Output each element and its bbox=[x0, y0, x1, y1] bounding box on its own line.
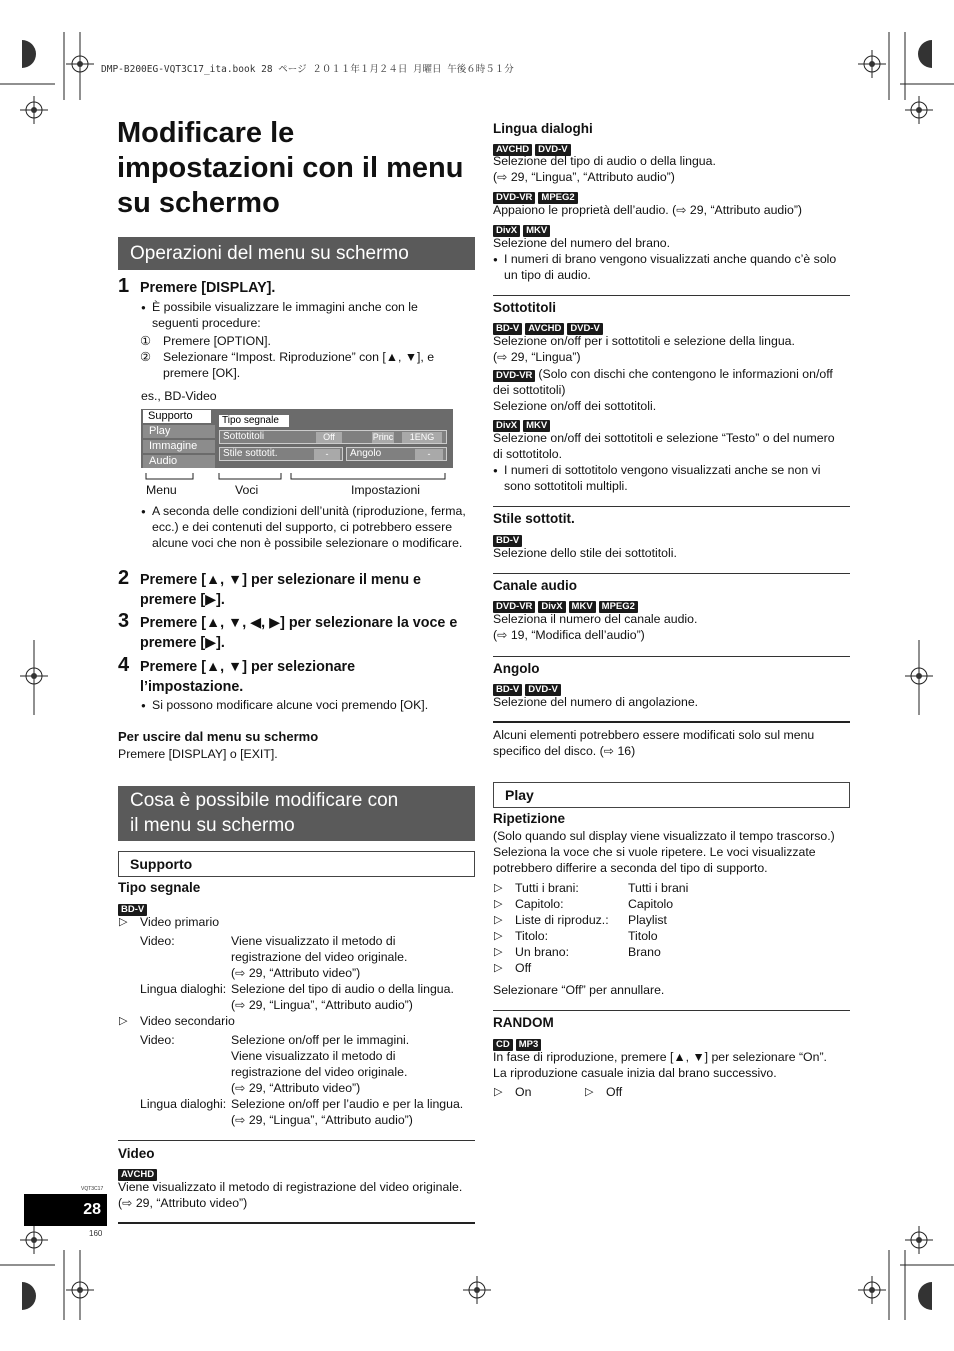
rip-item-val: Tutti i brani bbox=[628, 881, 689, 895]
sott-t1: Selezione on/off per i sottotitoli e selezione della lingua. bbox=[493, 334, 795, 348]
divider bbox=[493, 1010, 850, 1011]
badge: MKV bbox=[523, 420, 550, 432]
lingua-t4: Selezione del numero del brano. bbox=[493, 236, 671, 250]
divider bbox=[493, 506, 850, 507]
osd-row1-v2: Princ bbox=[372, 432, 394, 442]
tri-icon: ▷ bbox=[494, 962, 503, 974]
angolo-title: Angolo bbox=[493, 661, 540, 676]
sott-t2: (⇨ 29, “Lingua”) bbox=[493, 350, 581, 364]
random-on: On bbox=[515, 1085, 532, 1099]
divider bbox=[118, 1222, 475, 1224]
exit-text: Premere [DISPLAY] o [EXIT]. bbox=[118, 747, 278, 761]
caption-voci: Voci bbox=[235, 483, 259, 497]
rip-item-val: Titolo bbox=[628, 929, 658, 943]
osd-row2-label2: Angolo bbox=[350, 448, 382, 459]
lingua-t3: Appaiono le proprietà dell’audio. (⇨ 29, “Attributo audio”) bbox=[493, 203, 803, 217]
footer-num: 160 bbox=[89, 1229, 103, 1238]
vs-lingua-v2: (⇨ 29, “Lingua”, “Attributo audio”) bbox=[231, 1113, 413, 1127]
divider bbox=[493, 573, 850, 574]
vs-video-key: Video: bbox=[140, 1033, 175, 1047]
rip-item-key: Tutti i brani: bbox=[515, 881, 579, 895]
tri-icon: ▷ bbox=[494, 914, 503, 926]
step-1-bullet: ● È possibile visualizzare le immagini anche con le seguenti procedure: bbox=[152, 299, 452, 331]
vs-video-v3: registrazione del video originale. bbox=[231, 1065, 408, 1079]
random-title: RANDOM bbox=[493, 1015, 554, 1030]
sott-t5: Selezione on/off dei sottotitoli. bbox=[493, 399, 657, 413]
step-4-text: Premere [▲, ▼] per selezionare l’impostazione. bbox=[140, 659, 356, 695]
vs-video-v4: (⇨ 29, “Attributo video”) bbox=[231, 1081, 361, 1095]
step-2-text: Premere [▲, ▼] per selezionare il menu e premere [▶]. bbox=[140, 572, 421, 608]
osd-row2-label: Stile sottotit. bbox=[223, 448, 278, 459]
divider bbox=[493, 295, 850, 296]
video-text1: Viene visualizzato il metodo di registrazione del video originale. bbox=[118, 1180, 463, 1194]
badge: AVCHD bbox=[118, 1169, 157, 1181]
step-number-2: 2 bbox=[118, 567, 130, 589]
vs-video-v1: Selezione on/off per le immagini. bbox=[231, 1033, 410, 1047]
title-line-2: impostazioni con il menu bbox=[117, 152, 464, 184]
vp-video-v1: Viene visualizzato il metodo di bbox=[231, 934, 396, 948]
tri-icon: ▷ bbox=[585, 1086, 594, 1098]
rip-item-val: Playlist bbox=[628, 913, 667, 927]
badge: MKV bbox=[523, 225, 550, 237]
title-line-3: su schermo bbox=[117, 187, 280, 219]
subsection-supporto: Supporto bbox=[118, 851, 475, 877]
osd-row-stile bbox=[219, 447, 343, 461]
video-primario: Video primario bbox=[140, 915, 220, 929]
sott-t3: (Solo con dischi che contengono le informazioni on/off bbox=[538, 367, 833, 381]
ripetizione-title: Ripetizione bbox=[493, 811, 566, 826]
rip-item-val: Capitolo bbox=[628, 897, 674, 911]
sott-t4: dei sottotitoli) bbox=[493, 383, 566, 397]
rip-item-key: Titolo: bbox=[515, 929, 549, 943]
badge: DVD-V bbox=[567, 323, 603, 335]
sottotitoli-title: Sottotitoli bbox=[493, 300, 556, 315]
divider bbox=[493, 721, 850, 723]
rip-item-key: Off bbox=[515, 961, 532, 975]
footer-code: VQT3C17 bbox=[81, 1186, 104, 1192]
badge: BD-V bbox=[118, 904, 147, 916]
badge: BD-V bbox=[493, 323, 522, 335]
angolo-t: Selezione del numero di angolazione. bbox=[493, 695, 699, 709]
osd-row-angolo bbox=[346, 447, 447, 461]
section-header-operazioni: Operazioni del menu su schermo bbox=[118, 237, 475, 270]
badge: DVD-VR bbox=[493, 370, 535, 382]
vs-video-v2: Viene visualizzato il metodo di bbox=[231, 1049, 396, 1063]
lingua-dialoghi-title: Lingua dialoghi bbox=[493, 121, 593, 136]
vs-lingua-key: Lingua dialoghi: bbox=[140, 1097, 227, 1111]
tri-icon: ▷ bbox=[494, 1086, 503, 1098]
video-secondario: Video secondario bbox=[140, 1014, 235, 1028]
badge: MPEG2 bbox=[599, 601, 638, 613]
badge: AVCHD bbox=[525, 323, 564, 335]
stile-t: Selezione dello stile dei sottotitoli. bbox=[493, 546, 677, 560]
vp-video-v3: (⇨ 29, “Attributo video”) bbox=[231, 966, 361, 980]
tri-icon: ▷ bbox=[119, 1015, 128, 1027]
sott-t6: Selezione on/off dei sottotitoli e selezione “Testo” o del numero bbox=[493, 431, 835, 445]
exit-title: Per uscire dal menu su schermo bbox=[118, 729, 319, 744]
caption-menu: Menu bbox=[146, 483, 177, 497]
lingua-bul2: un tipo di audio. bbox=[504, 268, 591, 282]
badge: CD bbox=[493, 1039, 513, 1051]
file-header: DMP-B200EG-VQT3C17_ita.book 28 ページ ２０１１年１月２４日 月曜日 午後６時５１分 bbox=[101, 64, 514, 75]
tri-icon: ▷ bbox=[494, 930, 503, 942]
osd-menu-immagine: Immagine bbox=[143, 440, 215, 453]
step-1-sub2: Selezionare “Impost. Riproduzione” con [▲, ▼], e premere [OK]. bbox=[163, 350, 435, 380]
divider bbox=[493, 656, 850, 657]
step-1-sub1: Premere [OPTION]. bbox=[163, 334, 271, 348]
tri-icon: ▷ bbox=[494, 882, 503, 894]
sec2-title-line1: Cosa è possibile modificare con bbox=[130, 790, 399, 811]
badge: BD-V bbox=[493, 535, 522, 547]
step-number-4: 4 bbox=[118, 654, 130, 676]
subsection-play: Play bbox=[493, 782, 850, 808]
divider bbox=[118, 1140, 475, 1141]
canale-t1: Seleziona il numero del canale audio. bbox=[493, 612, 698, 626]
rip-item-key: Capitolo: bbox=[515, 897, 564, 911]
lingua-bul1: ● I numeri di brano vengono visualizzati anche quando c’è solo bbox=[504, 251, 836, 267]
note-1: Alcuni elementi potrebbero essere modificati solo sul menu bbox=[493, 728, 815, 742]
step-4-bullet: ● Si possono modificare alcune voci premendo [OK]. bbox=[152, 697, 428, 713]
vp-video-key: Video: bbox=[140, 934, 175, 948]
canale-title: Canale audio bbox=[493, 578, 578, 593]
osd-menu-audio: Audio bbox=[143, 455, 215, 468]
badge: MKV bbox=[569, 601, 596, 613]
rip-t2: Seleziona la voce che si vuole ripetere. Le voci visualizzate bbox=[493, 845, 816, 859]
random-t1: In fase di riproduzione, premere [▲, ▼] per selezionare “On”. bbox=[493, 1050, 827, 1064]
step-3-text: Premere [▲, ▼, ◀, ▶] per selezionare la voce e premere [▶]. bbox=[140, 615, 458, 651]
vp-lingua-key: Lingua dialoghi: bbox=[140, 982, 227, 996]
badge: MP3 bbox=[516, 1039, 542, 1051]
example-label: es., BD-Video bbox=[141, 389, 217, 403]
tri-icon: ▷ bbox=[119, 916, 128, 928]
sott-line3 bbox=[493, 366, 833, 382]
osd-row2-v1: - bbox=[314, 449, 340, 460]
tri-icon: ▷ bbox=[494, 898, 503, 910]
step-number-1: 1 bbox=[118, 275, 130, 297]
rip-item-val: Brano bbox=[628, 945, 661, 959]
osd-row-sottotitoli bbox=[219, 430, 447, 444]
rip-t3: potrebbero differire a seconda del tipo di supporto. bbox=[493, 861, 768, 875]
tri-icon: ▷ bbox=[494, 946, 503, 958]
badge: DivX bbox=[538, 601, 565, 613]
osd-row1-v3: 1ENG bbox=[402, 432, 442, 443]
osd-row2-v2: - bbox=[415, 449, 443, 460]
section-header-cosa bbox=[118, 786, 475, 841]
sott-t7: di sottotitolo. bbox=[493, 447, 563, 461]
osd-row1-v1: Off bbox=[316, 432, 342, 443]
lingua-t2: (⇨ 29, “Lingua”, “Attributo audio”) bbox=[493, 170, 675, 184]
random-t2: La riproduzione casuale inizia dal brano successivo. bbox=[493, 1066, 777, 1080]
vp-lingua-v1: Selezione del tipo di audio o della lingua. bbox=[231, 982, 454, 996]
vs-lingua-v1: Selezione on/off per l’audio e per la lingua. bbox=[231, 1097, 464, 1111]
osd-row1-label: Sottotitoli bbox=[223, 431, 265, 442]
rip-item-key: Un brano: bbox=[515, 945, 570, 959]
canale-t2: (⇨ 19, “Modifica dell’audio”) bbox=[493, 628, 645, 642]
rip-end: Selezionare “Off” per annullare. bbox=[493, 983, 665, 997]
badge: DivX bbox=[493, 420, 520, 432]
badge: DivX bbox=[493, 225, 520, 237]
note-bullet-condizioni: ● A seconda delle condizioni dell’unità (riproduzione, ferma, ecc.) e dei contenuti del supporto, ci potrebbero essere alcune voci che non è possibile selezionare o modificare. bbox=[152, 503, 470, 551]
rip-t1: (Solo quando sul display viene visualizzato il tempo trascorso.) bbox=[493, 829, 835, 843]
badge: BD-V bbox=[493, 684, 522, 696]
rip-item-key: Liste di riproduz.: bbox=[515, 913, 609, 927]
vp-lingua-v2: (⇨ 29, “Lingua”, “Attributo audio”) bbox=[231, 998, 413, 1012]
tipo-segnale-title: Tipo segnale bbox=[118, 880, 201, 895]
step-number-3: 3 bbox=[118, 610, 130, 632]
step-1-sub1-num: ① bbox=[140, 334, 152, 348]
step-1-text: Premere [DISPLAY]. bbox=[140, 280, 276, 296]
title-line-1: Modificare le bbox=[117, 117, 295, 149]
osd-illustration bbox=[141, 409, 453, 468]
osd-menu-play: Play bbox=[143, 425, 215, 438]
video-title: Video bbox=[118, 1146, 155, 1161]
osd-tab-tipo-segnale: Tipo segnale bbox=[219, 415, 289, 427]
badge: AVCHD bbox=[493, 144, 532, 156]
badge: DVD-VR bbox=[493, 601, 535, 613]
vp-video-v2: registrazione del video originale. bbox=[231, 950, 408, 964]
random-off: Off bbox=[606, 1085, 623, 1099]
lingua-t1: Selezione del tipo di audio o della lingua. bbox=[493, 154, 716, 168]
caption-impostazioni: Impostazioni bbox=[351, 483, 421, 497]
video-text2: (⇨ 29, “Attributo video”) bbox=[118, 1196, 248, 1210]
page-number-tab: 28 bbox=[24, 1194, 107, 1226]
page-title bbox=[117, 116, 477, 221]
sott-bul2: sono sottotitoli multipli. bbox=[504, 479, 628, 493]
sott-bul1: ● I numeri di sottotitolo vengono visualizzati anche se non vi bbox=[504, 462, 820, 478]
note-2: specifico del disco. (⇨ 16) bbox=[493, 744, 636, 758]
osd-menu-supporto: Supporto bbox=[143, 410, 211, 423]
sec2-title-line2: il menu su schermo bbox=[130, 815, 295, 836]
badge: DVD-VR bbox=[493, 192, 535, 204]
badge: DVD-V bbox=[535, 144, 571, 156]
badge: MPEG2 bbox=[538, 192, 577, 204]
step-1-sub2-num: ② bbox=[140, 350, 152, 364]
stile-title: Stile sottotit. bbox=[493, 511, 575, 526]
badge: DVD-V bbox=[525, 684, 561, 696]
